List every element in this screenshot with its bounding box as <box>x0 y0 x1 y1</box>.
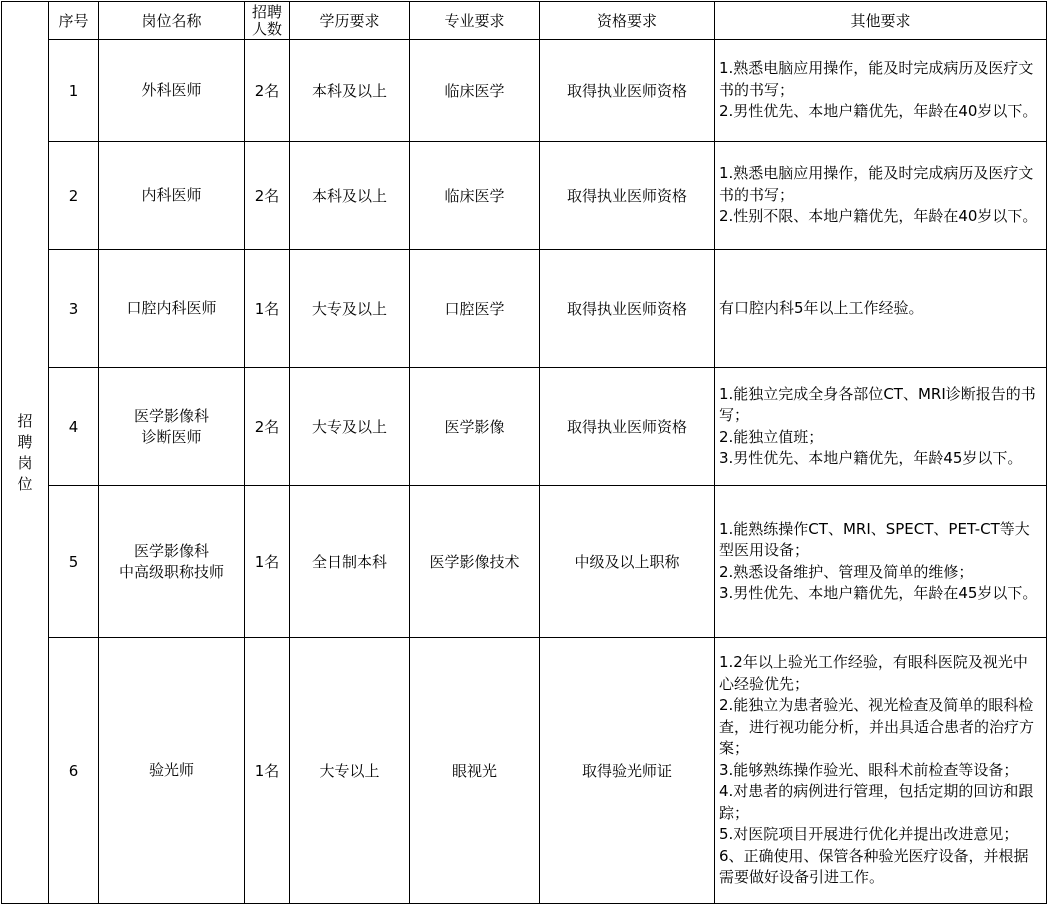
table-row <box>2 368 1047 486</box>
row-position-name <box>99 486 245 638</box>
table-row <box>2 250 1047 368</box>
header-count-line: 人数 <box>251 19 282 38</box>
row-position-name <box>99 250 245 368</box>
recruitment-table <box>1 1 1047 904</box>
row-major: 口腔医学 <box>410 250 540 368</box>
position-name-line: 外科医师 <box>141 81 202 99</box>
requirement-line: 1.2年以上验光工作经验，有眼科医院及视光中心经验优先； <box>719 653 1028 693</box>
row-other-requirements <box>715 368 1047 486</box>
header-no: 序号 <box>49 2 99 40</box>
header-name: 岗位名称 <box>99 2 245 40</box>
requirement-line: 4.对患者的病例进行管理，包括定期的回访和跟踪； <box>719 782 1034 822</box>
requirement-line: 1.熟悉电脑应用操作，能及时完成病历及医疗文书的书写； <box>719 164 1034 204</box>
row-count: 2名 <box>245 142 290 250</box>
position-name-line: 验光师 <box>148 761 194 779</box>
row-education: 本科及以上 <box>290 142 410 250</box>
row-count: 2名 <box>245 40 290 142</box>
header-row <box>2 2 1047 40</box>
section-label-char: 岗 <box>17 453 33 472</box>
row-other-requirements <box>715 250 1047 368</box>
row-education: 大专及以上 <box>290 250 410 368</box>
requirement-line: 3.男性优先、本地户籍优先，年龄45岁以下。 <box>719 449 1023 467</box>
requirement-line: 3.男性优先、本地户籍优先，年龄在45岁以下。 <box>719 584 1038 602</box>
table-row <box>2 142 1047 250</box>
row-position-name <box>99 142 245 250</box>
requirement-line: 1.能独立完成全身各部位CT、MRI诊断报告的书写； <box>719 384 1036 424</box>
position-name-line: 口腔内科医师 <box>126 299 217 317</box>
requirement-line: 2.能独立值班； <box>719 427 824 446</box>
row-major: 医学影像技术 <box>410 486 540 638</box>
header-count-line: 招聘 <box>251 2 282 21</box>
position-name-line: 医学影像科 <box>133 406 209 425</box>
row-education: 本科及以上 <box>290 40 410 142</box>
row-qualification: 取得执业医师资格 <box>540 368 715 486</box>
row-count: 1名 <box>245 250 290 368</box>
row-position-name <box>99 40 245 142</box>
row-qualification: 中级及以上职称 <box>540 486 715 638</box>
row-count: 2名 <box>245 368 290 486</box>
row-no: 6 <box>49 638 99 904</box>
position-name-line: 内科医师 <box>141 186 202 204</box>
row-position-name <box>99 368 245 486</box>
requirement-line: 6、正确使用、保管各种验光医疗设备，并根据需要做好设备引进工作。 <box>719 846 1029 887</box>
table-row <box>2 40 1047 142</box>
requirement-line: 5.对医院项目开展进行优化并提出改进意见； <box>719 825 1019 844</box>
row-qualification: 取得执业医师资格 <box>540 142 715 250</box>
header-education: 学历要求 <box>290 2 410 40</box>
row-count: 1名 <box>245 486 290 638</box>
requirement-line: 3.能够熟练操作验光、眼科术前检查等设备； <box>719 760 1019 779</box>
header-count <box>245 2 290 40</box>
row-other-requirements <box>715 40 1047 142</box>
row-other-requirements <box>715 486 1047 638</box>
position-name-line: 诊断医师 <box>141 427 202 446</box>
row-major: 眼视光 <box>410 638 540 904</box>
row-education: 全日制本科 <box>290 486 410 638</box>
table-row <box>2 486 1047 638</box>
section-label-char: 招 <box>17 411 33 430</box>
row-education: 大专以上 <box>290 638 410 904</box>
row-qualification: 取得执业医师资格 <box>540 250 715 368</box>
table-row <box>2 638 1047 904</box>
row-position-name <box>99 638 245 904</box>
header-other: 其他要求 <box>715 2 1047 40</box>
requirement-line: 2.男性优先、本地户籍优先，年龄在40岁以下。 <box>719 102 1038 121</box>
row-no: 5 <box>49 486 99 638</box>
row-other-requirements <box>715 638 1047 904</box>
section-label <box>2 2 49 904</box>
header-major: 专业要求 <box>410 2 540 40</box>
section-label-char: 聘 <box>17 432 33 451</box>
row-no: 3 <box>49 250 99 368</box>
requirement-line: 2.熟悉设备维护、管理及简单的维修； <box>719 562 974 581</box>
requirement-line: 有口腔内科5年以上工作经验。 <box>719 298 924 317</box>
requirement-line: 1.能熟练操作CT、MRI、SPECT、PET-CT等大型医用设备； <box>719 519 1030 559</box>
row-no: 2 <box>49 142 99 250</box>
row-major: 医学影像 <box>410 368 540 486</box>
section-label-char: 位 <box>17 474 33 493</box>
position-name-line: 中高级职称技师 <box>118 562 224 581</box>
row-major: 临床医学 <box>410 142 540 250</box>
row-count: 1名 <box>245 638 290 904</box>
row-no: 4 <box>49 368 99 486</box>
row-qualification: 取得验光师证 <box>540 638 715 904</box>
row-qualification: 取得执业医师资格 <box>540 40 715 142</box>
row-major: 临床医学 <box>410 40 540 142</box>
position-name-line: 医学影像科 <box>133 541 209 560</box>
header-qualification: 资格要求 <box>540 2 715 40</box>
requirement-line: 2.能独立为患者验光、视光检查及简单的眼科检查，进行视功能分析，并出具适合患者的治疗方案； <box>719 696 1035 758</box>
row-other-requirements <box>715 142 1047 250</box>
requirement-line: 2.性别不限、本地户籍优先，年龄在40岁以下。 <box>719 207 1038 226</box>
requirement-line: 1.熟悉电脑应用操作，能及时完成病历及医疗文书的书写； <box>719 59 1034 99</box>
row-education: 大专及以上 <box>290 368 410 486</box>
row-no: 1 <box>49 40 99 142</box>
